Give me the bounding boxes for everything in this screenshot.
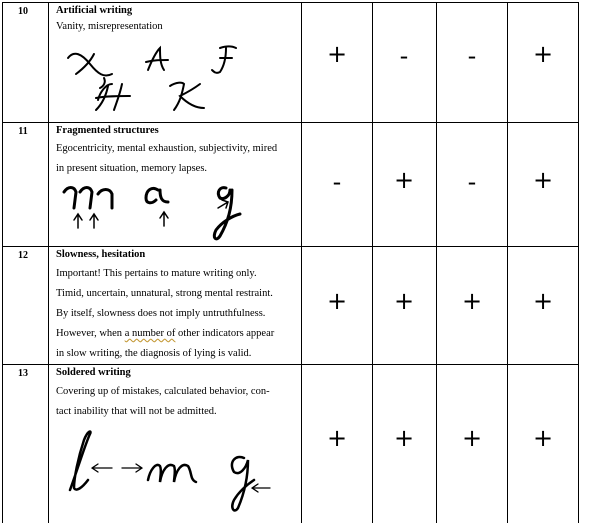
handwriting-sample-soldered <box>64 428 284 514</box>
description-line: Covering up of mistakes, calculated behavior, con- <box>56 386 270 397</box>
column-divider <box>436 2 437 523</box>
row-number: 10 <box>18 6 28 17</box>
handwriting-sample-fragmented <box>60 180 260 244</box>
mark-cell: + <box>326 40 348 68</box>
mark-cell: - <box>332 168 342 196</box>
row-description <box>56 17 300 37</box>
row-title: Soldered writing <box>56 367 131 378</box>
description-line: By itself, slowness does not imply untruthfulness. <box>56 308 266 319</box>
mark-cell: + <box>326 424 348 452</box>
table-border-top <box>2 2 579 3</box>
mark-cell: + <box>532 424 554 452</box>
row-number: 11 <box>18 126 28 137</box>
row-title: Artificial writing <box>56 5 133 16</box>
mark-cell: - <box>399 42 409 70</box>
row-number: 13 <box>18 368 28 379</box>
mark-cell: + <box>326 287 348 315</box>
description-line: Timid, uncertain, unnatural, strong mental restraint. <box>56 288 273 299</box>
column-divider <box>301 2 302 523</box>
description-line: in present situation, memory lapses. <box>56 163 208 174</box>
row-divider <box>2 364 579 365</box>
mark-cell: + <box>532 166 554 194</box>
row-divider <box>2 246 579 247</box>
row-title: Fragmented structures <box>56 125 159 136</box>
mark-cell: + <box>532 287 554 315</box>
mark-cell: - <box>467 42 477 70</box>
grammar-squiggle: a number of <box>124 328 176 339</box>
row-number: 12 <box>18 250 28 261</box>
table-border-right <box>578 2 579 523</box>
mark-cell: + <box>393 166 415 194</box>
row-divider <box>2 122 579 123</box>
description-line: tact inability that will not be admitted. <box>56 406 217 417</box>
column-divider <box>48 2 49 523</box>
description-line: Egocentricity, mental exhaustion, subjectivity, mired <box>56 143 278 154</box>
row-description <box>56 382 300 422</box>
mark-cell: + <box>461 424 483 452</box>
mark-cell: - <box>467 168 477 196</box>
table-border-left <box>2 2 3 523</box>
mark-cell: + <box>461 287 483 315</box>
mark-cell: + <box>393 287 415 315</box>
mark-cell: + <box>393 424 415 452</box>
description-line: Vanity, misrepresentation <box>56 21 163 32</box>
description-line: Important! This pertains to mature writing only. <box>56 268 257 279</box>
row-description <box>56 139 300 179</box>
description-line: in slow writing, the diagnosis of lying is valid. <box>56 348 252 359</box>
column-divider <box>507 2 508 523</box>
row-description <box>56 264 300 364</box>
mark-cell: + <box>532 40 554 68</box>
description-line: However, when a number of other indicators appear <box>56 328 275 339</box>
handwriting-sample-artificial <box>60 44 240 116</box>
row-title: Slowness, hesitation <box>56 249 146 260</box>
column-divider <box>372 2 373 523</box>
